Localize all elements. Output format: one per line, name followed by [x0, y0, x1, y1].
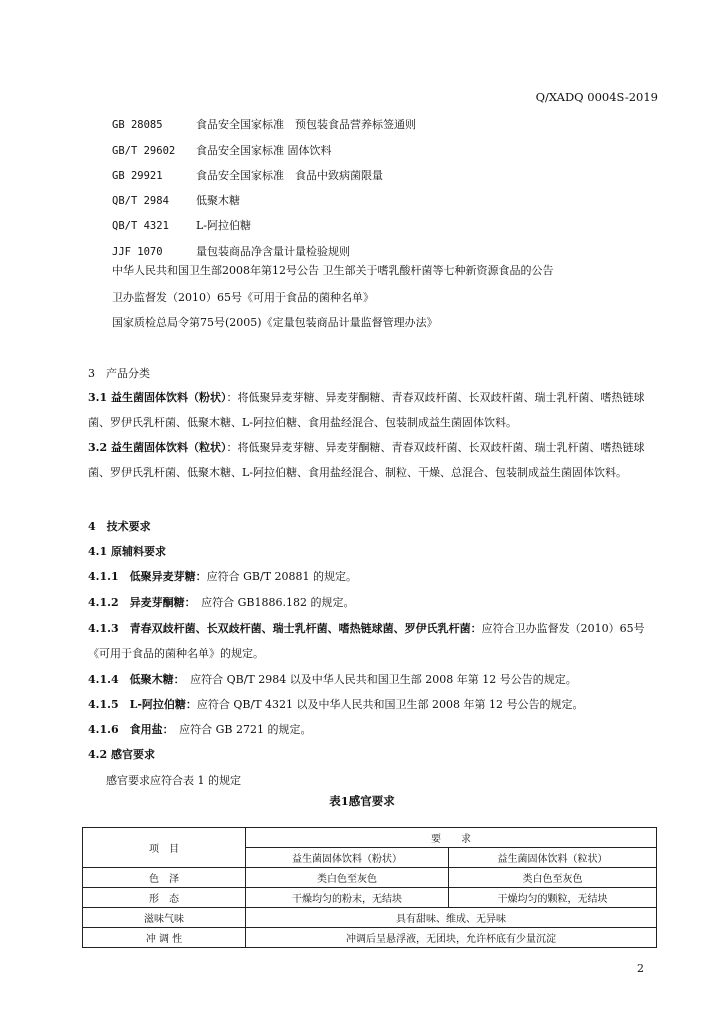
standard-ref-row: [112, 192, 240, 210]
standard-title: 量包装商品净含量计量检验规则: [196, 245, 350, 258]
section-4-1-5: [88, 696, 584, 714]
standard-title: 食品安全国家标准 预包装食品营养标签通则: [196, 118, 416, 131]
section-4-1-6: [88, 721, 311, 739]
section-4-1-1: [88, 568, 357, 586]
table-row: [83, 888, 657, 908]
standard-title: L-阿拉伯糖: [196, 219, 252, 232]
standard-title: 食品安全国家标准 固体饮料: [196, 144, 332, 157]
section-3-2-paragraph: [88, 435, 660, 485]
row-granule: 干燥均匀的颗粒，无结块: [449, 888, 657, 908]
row-powder: 干燥均匀的粉末，无结块: [246, 888, 449, 908]
table-title: 表1感官要求: [329, 794, 395, 808]
standard-title: 食品安全国家标准 食品中致病菌限量: [196, 169, 383, 182]
sensory-requirements-table: [82, 827, 657, 948]
standard-title: 低聚木糖: [196, 194, 240, 207]
regulation-ref: 卫办监督发（2010）65号《可用于食品的菌种名单》: [112, 291, 374, 304]
standard-code: GB 29921: [112, 170, 163, 182]
row-item: 形 态: [83, 888, 246, 908]
standard-ref-row: [112, 116, 416, 134]
standard-ref-row: [112, 142, 332, 160]
row-powder: 类白色至灰色: [246, 868, 449, 888]
section-3-2-text: ：将低聚异麦芽糖、异麦芽酮糖、青春双歧杆菌、长双歧杆菌、瑞士乳杆菌、嗜热链球菌、罗伊氏乳杆菌、低聚木糖、L-阿拉伯糖、食用盐经混合、制粒、干燥、总混合、包装制成益生菌固体饮料。: [88, 441, 645, 479]
regulation-ref: 国家质检总局令第75号(2005)《定量包装商品计量监督管理办法》: [112, 316, 438, 329]
section-4-1-1-text: 应符合 GB/T 20881 的规定。: [206, 570, 358, 583]
section-4-1-3: [88, 616, 660, 666]
standard-ref-row: [112, 243, 350, 261]
row-item: 色 泽: [83, 868, 246, 888]
section-4-1-6-text: 应符合 GB 2721 的规定。: [168, 723, 312, 736]
standard-code: QB/T 2984: [112, 195, 169, 207]
section-4-1-5-text: 应符合 QB/T 4321 以及中华人民共和国卫生部 2008 年第 12 号公告的规定。: [196, 698, 584, 711]
section-heading-4-2: 4.2 感官要求: [88, 748, 155, 761]
row-item: 冲 调 性: [83, 928, 246, 948]
header-powder: 益生菌固体饮料（粉状）: [246, 848, 449, 868]
regulation-ref: 中华人民共和国卫生部2008年第12号公告 卫生部关于嗜乳酸杆菌等七种新资源食品的公告: [112, 264, 554, 277]
row-granule: 类白色至灰色: [449, 868, 657, 888]
section-3-1-text: ：将低聚异麦芽糖、异麦芽酮糖、青春双歧杆菌、长双歧杆菌、瑞士乳杆菌、嗜热链球菌、罗伊氏乳杆菌、低聚木糖、L-阿拉伯糖、食用盐经混合、包装制成益生菌固体饮料。: [88, 391, 645, 429]
section-4-2-text: 感官要求应符合表 1 的规定: [106, 774, 241, 787]
section-3-1-paragraph: [88, 385, 660, 435]
section-4-1-2-text: 应符合 GB1886.182 的规定。: [190, 596, 355, 609]
section-4-1-1-label: 4.1.1 低聚异麦芽糖：: [88, 570, 207, 583]
section-4-1-5-label: 4.1.5 L-阿拉伯糖：: [88, 698, 197, 711]
table-row: [83, 908, 657, 928]
document-code: Q/XADQ 0004S-2019: [535, 90, 658, 104]
table-header-row: [83, 828, 657, 848]
section-4-1-3-label: 4.1.3 青春双歧杆菌、长双歧杆菌、瑞士乳杆菌、嗜热链球菌、罗伊氏乳杆菌：: [88, 622, 482, 635]
standard-code: QB/T 4321: [112, 220, 169, 232]
header-granule: 益生菌固体饮料（粒状）: [449, 848, 657, 868]
page-number: 2: [637, 962, 644, 975]
standard-code: JJF 1070: [112, 246, 163, 258]
row-item: 滋味气味: [83, 908, 246, 928]
standard-code: GB 28085: [112, 119, 163, 131]
section-4-1-2-label: 4.1.2 异麦芽酮糖：: [88, 596, 191, 609]
section-heading-4-1: 4.1 原辅料要求: [88, 545, 166, 558]
section-4-1-4-text: 应符合 QB/T 2984 以及中华人民共和国卫生部 2008 年第 12 号公告的规定。: [179, 673, 577, 686]
section-4-1-6-label: 4.1.6 食用盐：: [88, 723, 169, 736]
section-heading-3: 3 产品分类: [88, 367, 150, 380]
section-4-1-3-text: 应符合卫办监督发（2010）65号《可用于食品的菌种名单》的规定。: [88, 622, 645, 660]
section-4-1-4: [88, 671, 577, 689]
table-row: [83, 868, 657, 888]
standard-ref-row: [112, 217, 251, 235]
row-value: 具有甜味、维成、无异味: [246, 908, 657, 928]
section-heading-4: 4 技术要求: [88, 520, 151, 533]
section-3-1-label: 3.1 益生菌固体饮料（粉状）: [88, 391, 227, 404]
section-3-2-label: 3.2 益生菌固体饮料（粒状）: [88, 441, 227, 454]
standard-ref-row: [112, 167, 383, 185]
standard-code: GB/T 29602: [112, 145, 176, 157]
section-4-1-4-label: 4.1.4 低聚木糖：: [88, 673, 180, 686]
table-row: [83, 928, 657, 948]
row-value: 冲调后呈悬浮液，无团块，允许杯底有少量沉淀: [246, 928, 657, 948]
section-4-1-2: [88, 594, 354, 612]
header-item: 项 目: [83, 828, 246, 868]
header-requirement: 要 求: [246, 828, 657, 848]
